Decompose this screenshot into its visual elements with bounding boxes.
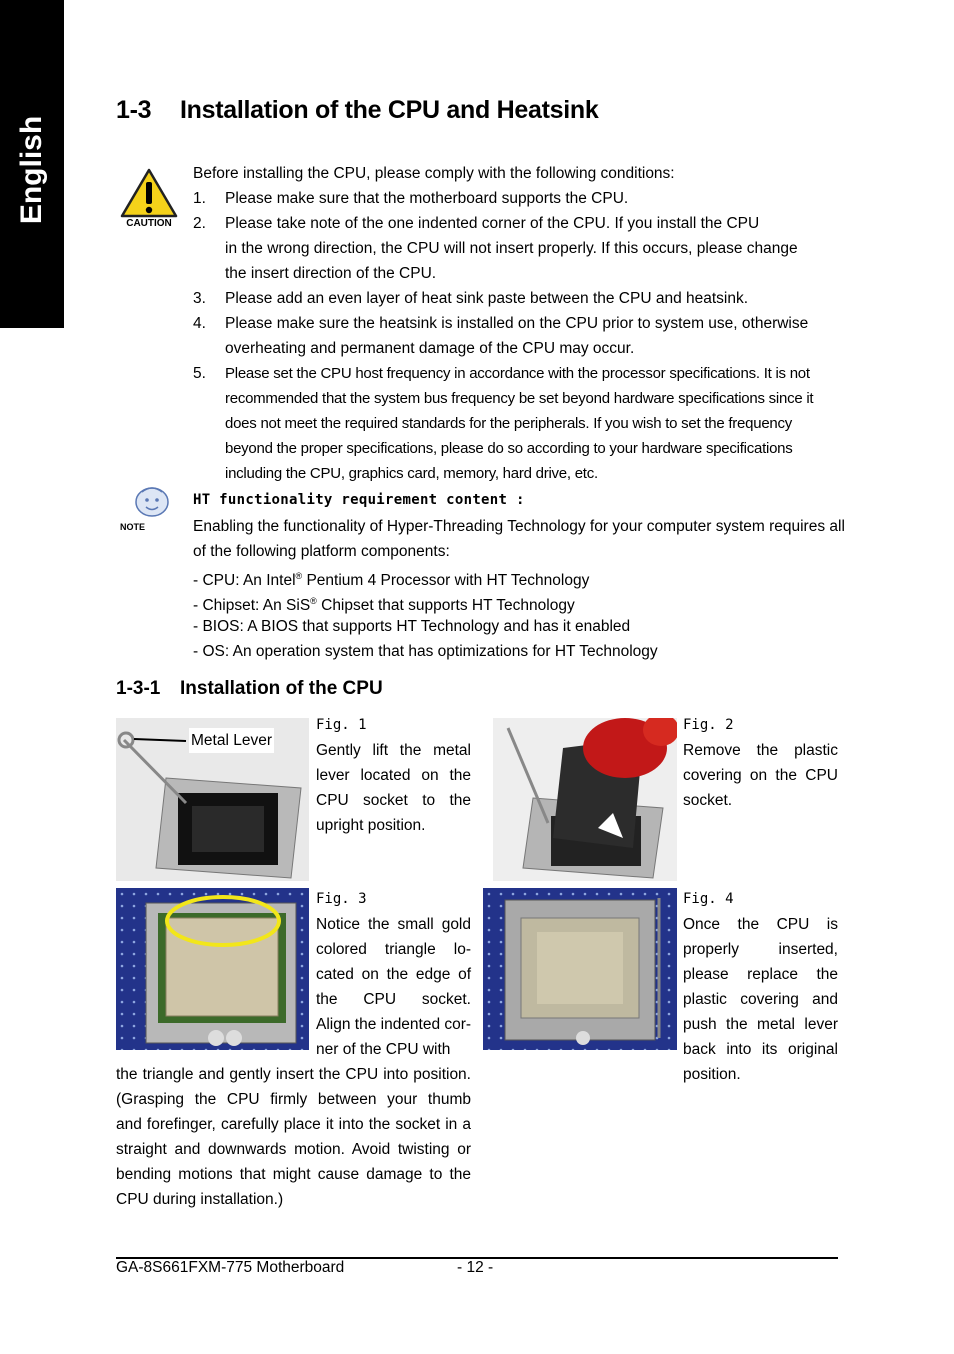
fig4-caption-line: position. [683, 1066, 741, 1083]
caution-item-line: recommended that the system bus frequency be set beyond hardware specifications since it [225, 390, 814, 407]
fig3-caption-line: the CPU socket. [316, 991, 471, 1008]
caution-icon [120, 168, 178, 230]
registered-mark: ® [310, 596, 317, 606]
fig2-caption-line: Remove the plastic [683, 742, 838, 759]
caution-item-line: the insert direction of the CPU. [225, 265, 437, 282]
note-intro-line-1: Enabling the functionality of Hyper-Threading Technology for your computer system requires all [193, 518, 845, 535]
fig2-caption-line: covering on the CPU [683, 767, 838, 784]
note-heading: HT functionality requirement content : [193, 492, 525, 508]
fig3-photo [116, 888, 309, 1050]
caution-item-line: including the CPU, graphics card, memory, hard drive, etc. [225, 465, 598, 482]
fig4-photo [483, 888, 677, 1050]
subsection-title [116, 678, 383, 700]
registered-mark: ® [295, 571, 303, 581]
caution-item-number: 1. [193, 190, 206, 207]
footer-model: GA-8S661FXM-775 Motherboard [116, 1259, 345, 1276]
note-icon [116, 482, 176, 534]
fig3-caption-line: colored triangle lo- [316, 941, 471, 958]
caution-item-line: beyond the proper specifications, please do so according to your hardware specifications [225, 440, 793, 457]
fig1-label: Fig. 1 [316, 717, 367, 733]
fig4-caption-line: please replace the [683, 966, 838, 983]
fig1-caption-line: CPU socket to the [316, 792, 471, 809]
fig1-caption-line: lever located on the [316, 767, 471, 784]
caution-item-line: in the wrong direction, the CPU will not insert properly. If this occurs, please change [225, 240, 798, 257]
note-chipset-pre: - Chipset: An SiS [193, 597, 311, 615]
caution-item-line: Please make sure the heatsink is installed on the CPU prior to system use, otherwise [225, 315, 809, 332]
caution-item-line: Please add an even layer of heat sink paste between the CPU and heatsink. [225, 290, 749, 307]
language-side-tab [0, 0, 64, 328]
fig3-label: Fig. 3 [316, 891, 367, 907]
note-cpu-pre: - CPU: An Intel [193, 572, 296, 590]
caution-item-number: 3. [193, 290, 206, 307]
fig1-caption-line: Gently lift the metal [316, 742, 471, 759]
fig3-wide-caption-line: and forefinger, carefully place it into the socket in a [116, 1116, 471, 1133]
subsection-number: 1-3-1 [116, 678, 161, 699]
fig2-caption-line: socket. [683, 792, 733, 809]
fig3-wide-caption-line: straight and downwards motion. Avoid twisting or [116, 1141, 471, 1158]
note-os-requirement: - OS: An operation system that has optimizations for HT Technology [193, 643, 658, 660]
fig3-wide-caption-line: (Grasping the CPU firmly between your thumb [116, 1091, 471, 1108]
fig3-caption-line: ner of the CPU with [316, 1041, 451, 1058]
fig4-caption-line: back into its original [683, 1041, 838, 1058]
fig3-caption-line: cated on the edge of [316, 966, 471, 983]
caution-item-line: Please make sure that the motherboard supports the CPU. [225, 190, 629, 207]
fig4-label: Fig. 4 [683, 891, 734, 907]
note-intro-line-2: of the following platform components: [193, 543, 450, 560]
fig2-label: Fig. 2 [683, 717, 734, 733]
fig3-wide-caption-line: the triangle and gently insert the CPU into position. [116, 1066, 471, 1083]
section-number: 1-3 [116, 96, 152, 124]
caution-icon-label: CAUTION [126, 218, 172, 229]
caution-item-line: overheating and permanent damage of the CPU may occur. [225, 340, 635, 357]
fig2-photo [493, 718, 677, 881]
fig3-caption-line: Notice the small gold [316, 916, 471, 933]
subsection-title-text: Installation of the CPU [180, 678, 383, 699]
caution-item-number: 4. [193, 315, 206, 332]
fig3-wide-caption-line: bending motions that might cause damage to the [116, 1166, 471, 1183]
side-tab-label: English [15, 115, 48, 225]
caution-item-number: 2. [193, 215, 206, 232]
fig1-caption-line: upright position. [316, 817, 426, 834]
note-icon-label: NOTE [120, 522, 146, 532]
fig3-wide-caption-line: CPU during installation.) [116, 1191, 284, 1208]
caution-item-line: does not meet the required standards for the peripherals. If you wish to set the frequency [225, 415, 793, 432]
note-chipset-post: Chipset that supports HT Technology [316, 597, 575, 615]
caution-item-line: Please set the CPU host frequency in accordance with the processor specifications. It is not [225, 365, 810, 382]
fig1-callout: Metal Lever [189, 728, 274, 753]
fig3-caption-line: Align the indented cor- [316, 1016, 472, 1033]
section-title-text: Installation of the CPU and Heatsink [180, 96, 599, 124]
caution-item-line: Please take note of the one indented corner of the CPU. If you install the CPU [225, 215, 760, 232]
footer-page-number: - 12 - [457, 1259, 494, 1276]
fig4-caption-line: properly inserted, [683, 941, 838, 958]
fig4-caption-line: plastic covering and [683, 991, 838, 1008]
fig4-caption-line: push the metal lever [683, 1016, 838, 1033]
note-bios-requirement: - BIOS: A BIOS that supports HT Technology and has it enabled [193, 618, 631, 635]
section-title [116, 96, 598, 125]
note-cpu-post: Pentium 4 Processor with HT Technology [302, 572, 590, 590]
fig4-caption-line: Once the CPU is [683, 916, 838, 933]
caution-intro: Before installing the CPU, please comply with the following conditions: [193, 165, 675, 182]
caution-item-number: 5. [193, 365, 206, 382]
